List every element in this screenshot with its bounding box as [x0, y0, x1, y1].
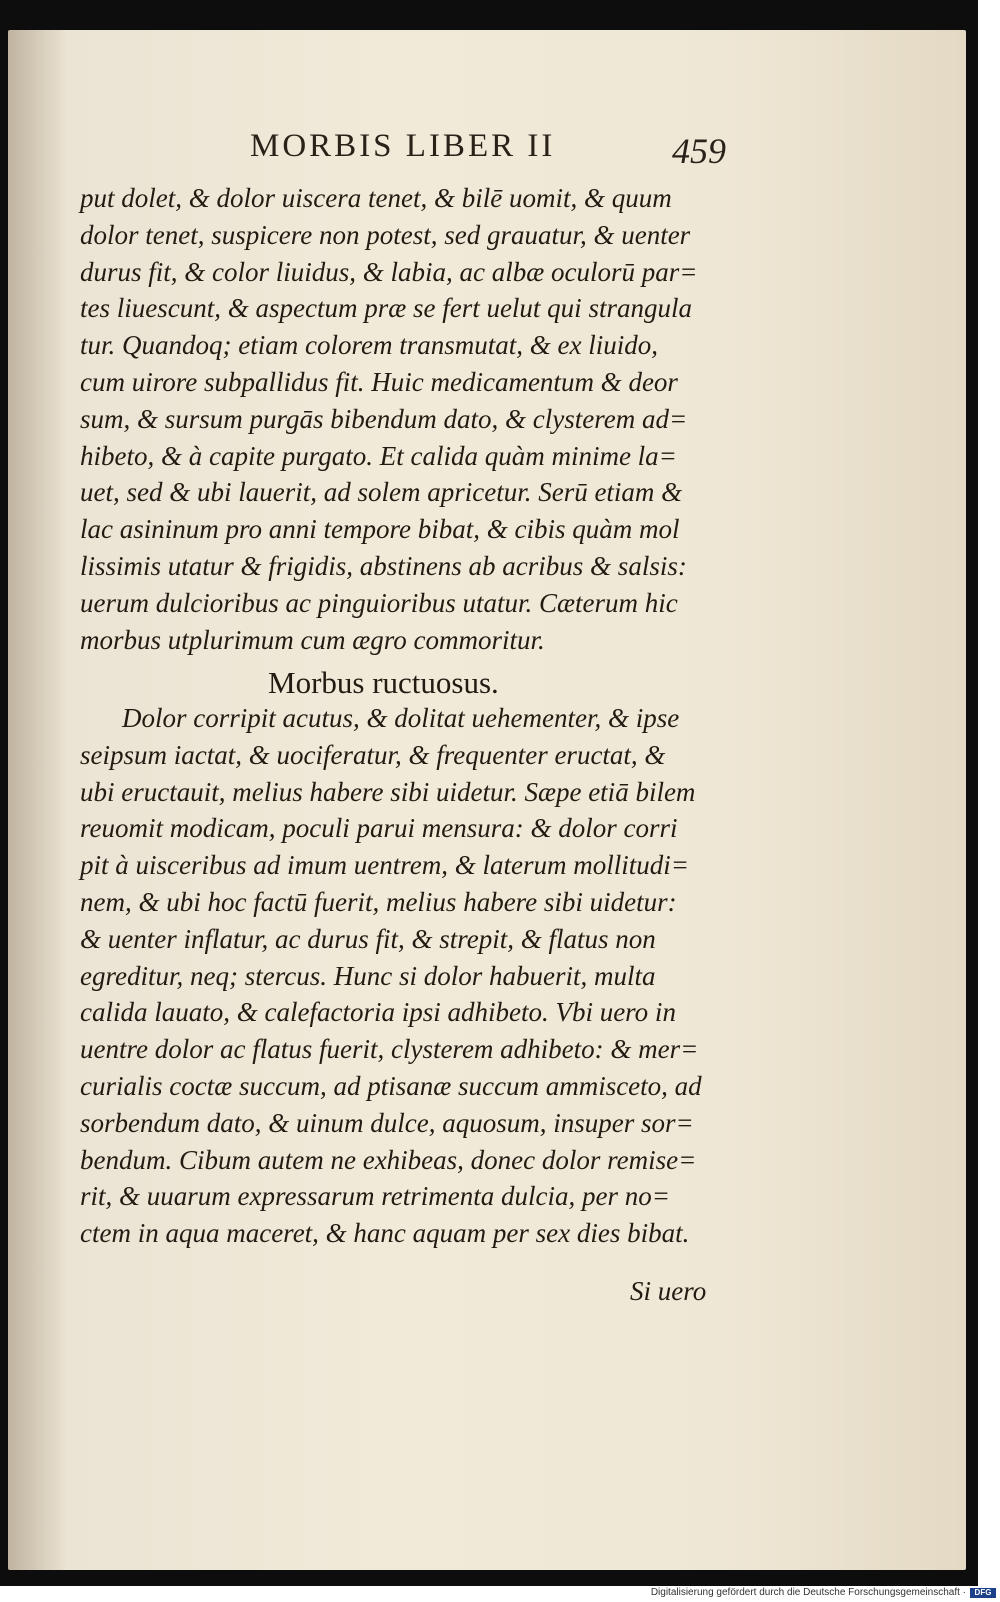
text-line: Dolor corripit acutus, & dolitat uehementer, & ipse — [122, 703, 680, 733]
text-line: pit à uisceribus ad imum uentrem, & laterum mollitudi= — [80, 850, 689, 881]
page-header — [0, 128, 1000, 171]
dfg-logo: DFG — [970, 1588, 996, 1598]
catchword: Si uero — [630, 1276, 707, 1306]
footer-credit — [651, 1587, 996, 1598]
text-line: rit, & uuarum expressarum retrimenta dulcia, per no= — [80, 1181, 670, 1212]
text-line: durus fit, & color liuidus, & labia, ac albæ oculorū par= — [80, 256, 698, 287]
text-line: tur. Quandoq; etiam colorem transmutat, & ex liuido, — [80, 330, 658, 361]
text-line: sorbendum dato, & uinum dulce, aquosum, insuper sor= — [80, 1107, 694, 1138]
gutter-shadow — [8, 30, 68, 1570]
text-line: dolor tenet, suspicere non potest, sed grauatur, & uenter — [80, 219, 691, 250]
text-line: uentre dolor ac flatus fuerit, clysterem adhibeto: & mer= — [80, 1034, 699, 1065]
page-number: 459 — [672, 131, 726, 171]
text-line: bendum. Cibum autem ne exhibeas, donec dolor remise= — [80, 1144, 697, 1175]
text-line: egreditur, neq; stercus. Hunc si dolor habuerit, multa — [80, 960, 656, 991]
text-block-1 — [80, 180, 740, 658]
text-line: ctem in aqua maceret, & hanc aquam per sex dies bibat. — [80, 1218, 690, 1249]
text-line: hibeto, & à capite purgato. Et calida quàm minime la= — [80, 440, 677, 471]
running-head: MORBIS LIBER II — [250, 128, 556, 164]
text-line: morbus utplurimum cum ægro commoritur. — [80, 624, 545, 655]
text-line: put dolet, & dolor uiscera tenet, & bilē uomit, & quum — [80, 183, 672, 213]
text-line: calida lauato, & calefactoria ipsi adhibeto. Vbi uero in — [80, 997, 676, 1028]
text-line: sum, & sursum purgās bibendum dato, & clysterem ad= — [80, 403, 688, 434]
text-line: cum uirore subpallidus fit. Huic medicamentum & deor — [80, 366, 678, 397]
text-line: uet, sed & ubi lauerit, ad solem apricetur. Serū etiam & — [80, 477, 683, 508]
text-line: lissimis utatur & frigidis, abstinens ab acribus & salsis: — [80, 550, 687, 581]
text-block-2 — [80, 700, 740, 1252]
text-line: reuomit modicam, poculi parui mensura: & dolor corri — [80, 813, 678, 844]
text-line: & uenter inflatur, ac durus fit, & strepit, & flatus non — [80, 923, 656, 954]
text-line: ubi eructauit, melius habere sibi uidetur. Sæpe etiā bilem — [80, 776, 696, 807]
section-title-text: Morbus ructuosus. — [268, 665, 499, 700]
text-line: nem, & ubi hoc factū fuerit, melius habere sibi uidetur: — [80, 886, 677, 917]
text-line: seipsum iactat, & uociferatur, & frequenter eructat, & — [80, 739, 666, 770]
text-line: uerum dulcioribus ac pinguioribus utatur. Cæterum hic — [80, 587, 678, 618]
text-line: curialis coctæ succum, ad ptisanæ succum ammisceto, ad — [80, 1070, 702, 1101]
footer-credit-text: Digitalisierung gefördert durch die Deutsche Forschungsgemeinschaft · — [650, 1587, 966, 1598]
text-line: tes liuescunt, & aspectum præ se fert uelut qui strangula — [80, 293, 692, 324]
text-line: lac asininum pro anni tempore bibat, & cibis quàm mol — [80, 514, 680, 545]
